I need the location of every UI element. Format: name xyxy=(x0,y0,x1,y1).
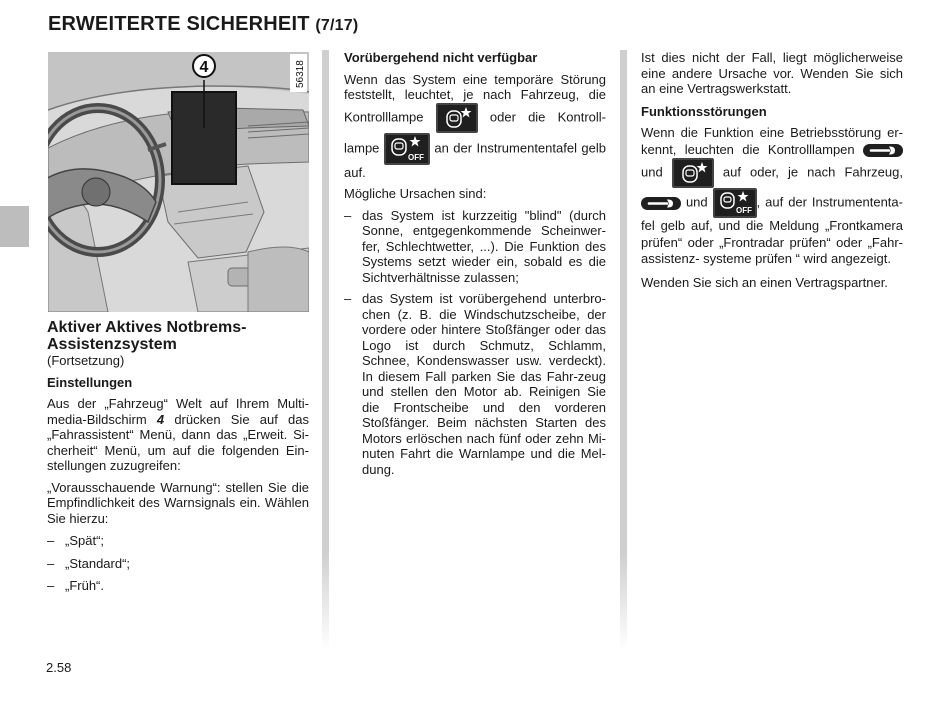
service-wrench-lamp-icon xyxy=(863,144,903,157)
svg-text:OFF: OFF xyxy=(735,206,752,215)
malfunction-text-2: und xyxy=(641,164,663,180)
contact-paragraph: Wenden Sie sich an einen Vertragspartner. xyxy=(641,274,888,290)
option-early: „Früh“. xyxy=(65,578,104,593)
cause-blind: das System ist kurzzeitig "blind" (durch Sonne, entgegenkommende Scheinwer-fer, Schlechtwetter, ...). Die Funktion des Systems setzt wieder ein, sobald es die Sichtverhältnisse zulassen; xyxy=(362,207,606,285)
continued-note: (Fortsetzung) xyxy=(47,353,125,368)
malfunction-text-5: , auf der Instrumententa-fel gelb auf, und die Meldung „Frontkamera prüfen“ oder „Frontradar prüfen“ oder „Fahr-assistenz- systeme prüfen “ wird angezeigt. xyxy=(641,194,903,266)
option-item: – „Standard“; xyxy=(47,555,131,571)
malfunction-text-4: und xyxy=(685,194,708,210)
car-sensor-lamp-icon xyxy=(436,103,478,133)
car-sensor-lamp-icon xyxy=(672,158,714,188)
page-title-counter: (7/17) xyxy=(315,17,359,34)
dashboard-drawing xyxy=(48,52,309,312)
settings-heading: Einstellungen xyxy=(47,374,133,390)
causes-heading: Mögliche Ursachen sind: xyxy=(344,186,487,201)
right-column xyxy=(641,50,903,290)
figure-code: 56318 xyxy=(295,60,306,88)
malfunction-text-1: Wenn die Funktion eine Betriebsstörung er-kennt, leuchten die Kontrolllampen xyxy=(641,125,903,157)
unavailable-text-1: Wenn das System eine temporäre Störung feststellt, leuchtet, je nach Fahrzeug, die Kontrolllampe xyxy=(344,71,606,124)
cause-interrupted: das System ist vorübergehend unterbro-chen (z. B. die Windschutzscheibe, der vordere oder hintere Stoßfänger oder das Logo ist durch Schmutz, Schlamm, Schnee, Kondenswasser usw. verdeckt). In diesem Fall parken Sie das Fahr-zeug und stellen den Motor ab. Reinigen Sie die Frontscheibe und den vorderen Stoßfänger. Beim nächsten Starten des Motors erlöschen nach fünf oder zehn Mi-nuten Fahrt die Warnlampe und die Mel-dung. xyxy=(362,291,606,477)
car-sensor-off-lamp-icon xyxy=(713,188,757,218)
malfunction-heading: Funktionsstörungen xyxy=(641,103,767,119)
malfunction-text-3: auf oder, je nach Fahrzeug, xyxy=(722,164,903,180)
unavailable-text-2: oder die Kontroll-lampe xyxy=(344,108,606,155)
svg-text:OFF: OFF xyxy=(407,152,424,162)
cause-item: – das System ist kurzzeitig "blind" (durch Sonne, entgegenkommende Scheinwer-fer, Schlechtwetter, ...). Die Funktion des Systems setzt wieder ein, sobald es die Sichtverhältnisse zulassen; xyxy=(344,207,606,285)
option-standard: „Standard“; xyxy=(65,555,131,571)
option-late: „Spät“; xyxy=(65,533,105,548)
figure-callout: 4 xyxy=(199,59,209,76)
unavailable-paragraph xyxy=(344,72,606,181)
chapter-tab xyxy=(0,206,29,247)
column-divider xyxy=(620,50,627,650)
settings-paragraph xyxy=(47,396,309,474)
column-divider xyxy=(322,50,329,650)
dashboard-illustration xyxy=(48,52,309,312)
screen-ref: 4 xyxy=(156,411,165,427)
page-title xyxy=(48,13,358,36)
left-column xyxy=(47,319,309,594)
settings-text-2: drücken Sie auf das „Fahrassistent“ Menü, dann das „Erweit. Si-cherheit“ Menü, um auf die folgenden Ein-stellungen zuzugreifen: xyxy=(47,411,309,473)
middle-column xyxy=(344,50,606,477)
option-item: – „Spät“; xyxy=(47,533,105,548)
malfunction-paragraph xyxy=(641,125,903,268)
option-item: – „Früh“. xyxy=(47,578,104,593)
section-heading: Aktiver Aktives Notbrems-Assistenzsystem xyxy=(47,319,247,353)
service-wrench-lamp-icon xyxy=(641,197,681,210)
warning-paragraph: „Vorausschauende Warnung“: stellen Sie die Empfindlichkeit des Warnsignals ein. Wählen Sie hierzu: xyxy=(47,479,309,526)
car-sensor-off-lamp-icon xyxy=(384,133,430,165)
unavailable-text-3: an der Instrumententafel gelb auf. xyxy=(344,139,606,180)
page-number: 2.58 xyxy=(46,660,72,675)
other-cause-paragraph: Ist dies nicht der Fall, liegt möglicherweise eine andere Ursache vor. Wenden Sie sich an eine Vertragswerkstatt. xyxy=(641,50,903,96)
page-title-text: ERWEITERTE SICHERHEIT xyxy=(48,13,310,35)
cause-item: – das System ist vorübergehend unterbro-chen (z. B. die Windschutzscheibe, der vordere oder hintere Stoßfänger oder das Logo ist durch Schmutz, Schlamm, Schnee, Kondenswasser usw. verdeckt). In diesem Fall parken Sie das Fahr-zeug und stellen den Motor ab. Reinigen Sie die Frontscheibe und den vorderen Stoßfänger. Beim nächsten Starten des Motors erlöschen nach fünf oder zehn Mi-nuten Fahrt die Warnlampe und die Mel-dung. xyxy=(344,291,606,477)
settings-text-1: Aus der „Fahrzeug“ Welt auf Ihrem Multi-media-Bildschirm xyxy=(47,396,309,427)
unavailable-heading: Vorübergehend nicht verfügbar xyxy=(344,50,538,65)
